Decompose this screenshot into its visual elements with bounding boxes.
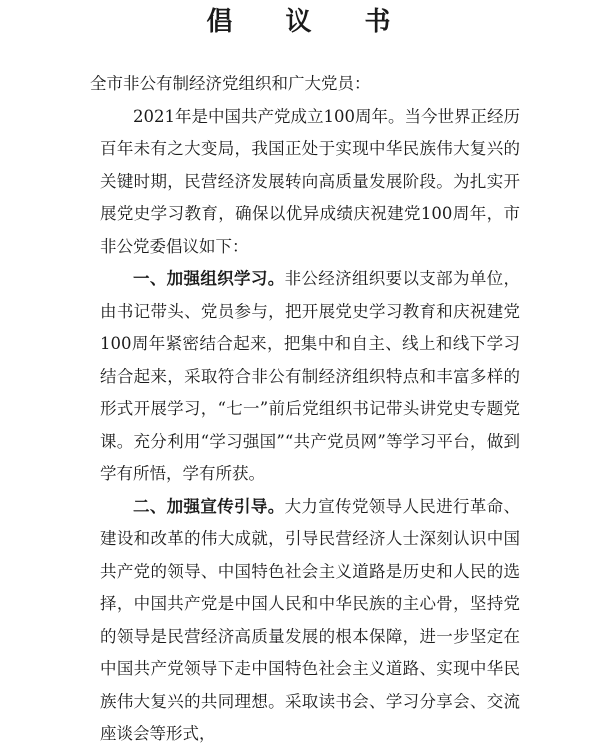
intro-paragraph: 2021年是中国共产党成立100周年。当今世界正经历百年未有之大变局，我国正处于实现中华民族伟大复兴的关键时期，民营经济发展转向高质量发展阶段。为扎实开展党史学习教育，确保以优异成绩庆祝建党100周年，市非公党委倡议如下： xyxy=(100,106,520,256)
salutation: 全市非公有制经济党组织和广大党员： xyxy=(90,74,371,93)
section-body-2: 大力宣传党领导人民进行革命、建设和改革的伟大成就，引导民营经济人士深刻认识中国共产党的领导、中国特色社会主义道路是历史和人民的选择，中国共产党是中国人民和中华民族的主心骨，坚持党的领导是民营经济高质量发展的根本保障，进一步坚定在中国共产党领导下走中国特色社会主义道路、实现中华民族伟大复兴的共同理想。采取读书会、学习分享会、交流座谈会等形式， xyxy=(100,496,521,743)
section-paragraph-1 xyxy=(100,263,520,491)
document-body xyxy=(90,68,521,751)
section-heading-1: 一、加强组织学习。 xyxy=(133,269,285,288)
section-paragraph-2 xyxy=(100,491,520,751)
section-body-1: 非公经济组织要以支部为单位，由书记带头、党员参与，把开展党史学习教育和庆祝建党100周年紧密结合起来，把集中和自主、线上和线下学习结合起来，采取符合非公有制经济组织特点和丰富多样的形式开展学习，“七一”前后党组织书记带头讲党史专题党课。充分利用“学习强国”“共产党员网”等学习平台，做到学有所悟，学有所获。 xyxy=(100,269,521,483)
section-heading-2: 二、加强宣传引导。 xyxy=(133,496,285,516)
document-title: 倡 议 书 xyxy=(206,7,413,37)
